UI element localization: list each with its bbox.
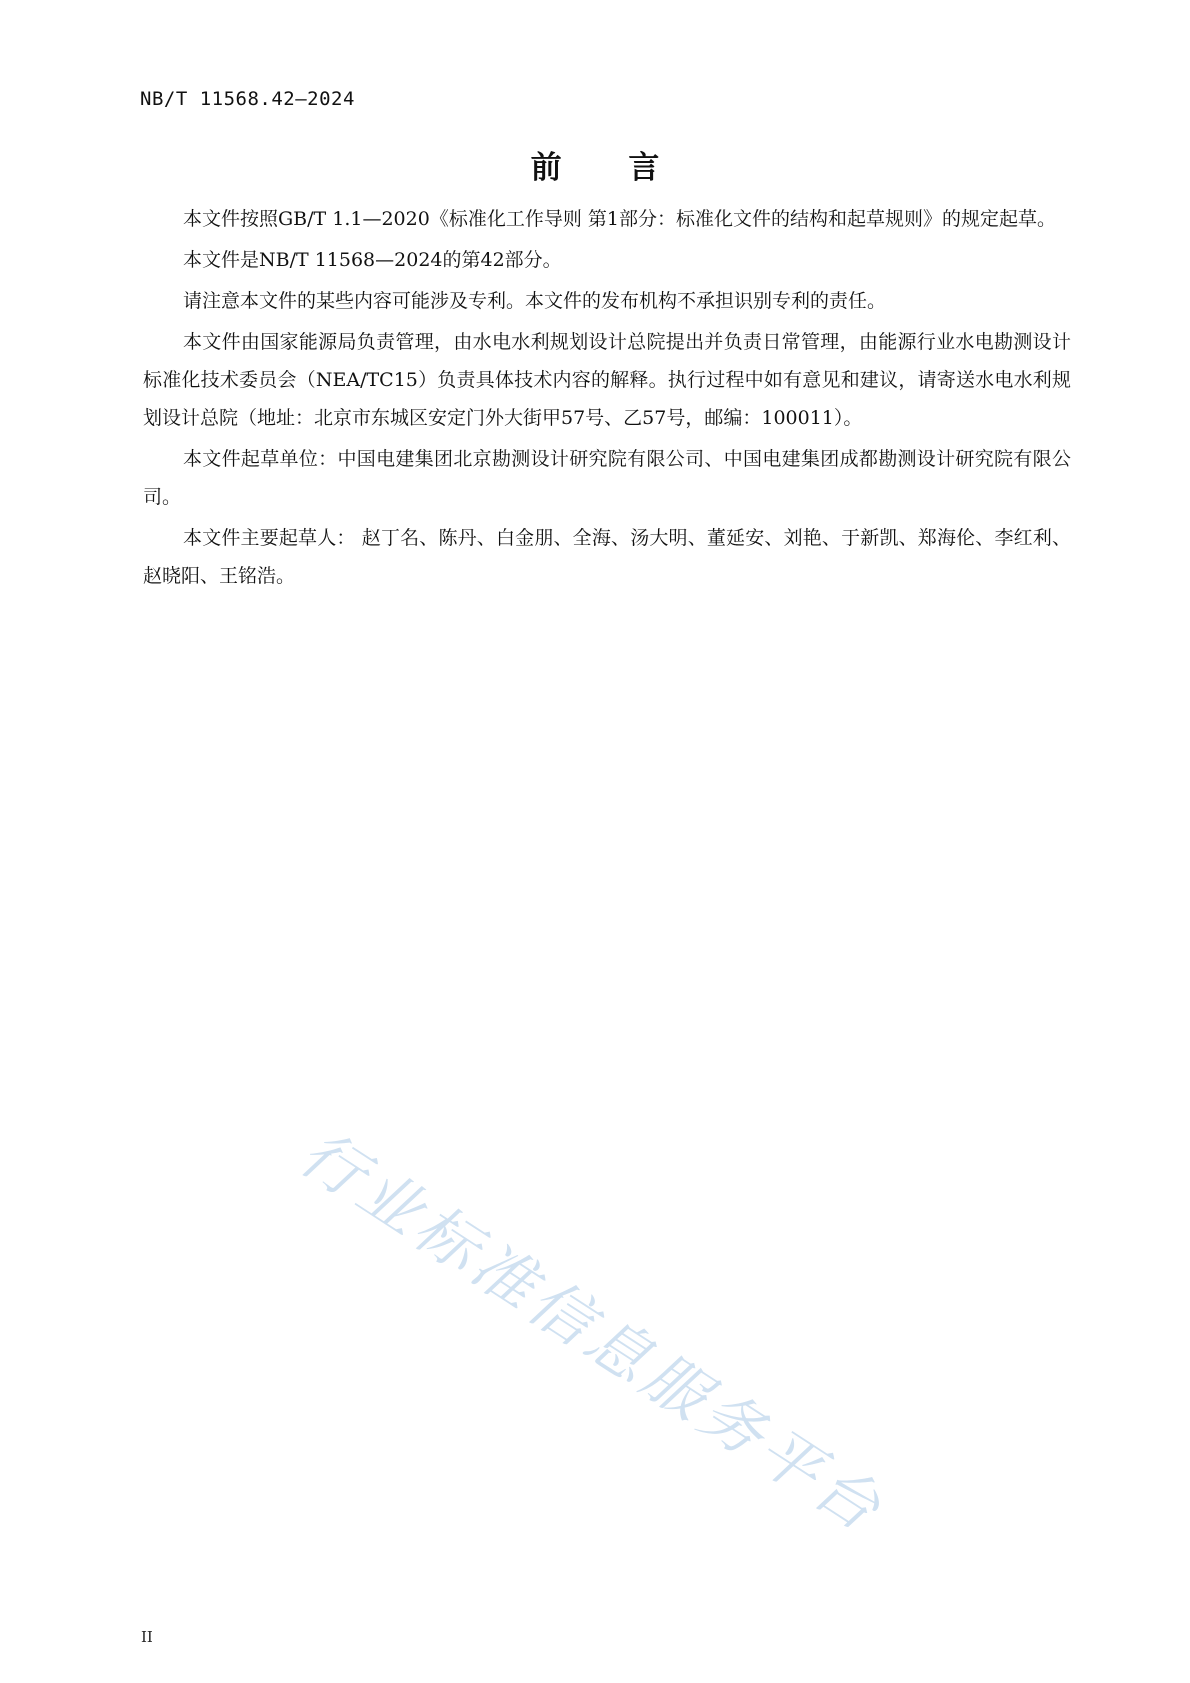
- page-number: II: [141, 1628, 153, 1646]
- paragraph-patent-notice: 请注意本文件的某些内容可能涉及专利。本文件的发布机构不承担识别专利的责任。: [183, 290, 887, 312]
- preface-body: [143, 200, 1071, 598]
- page-title: 前 言: [530, 150, 688, 186]
- watermark: 行业标准信息服务平台: [287, 1116, 898, 1548]
- paragraph-part-number: 本文件是NB/T 11568—2024的第42部分。: [183, 249, 562, 271]
- standard-code: NB/T 11568.42—2024: [140, 88, 355, 110]
- paragraph-drafters: 本文件主要起草人： 赵丁名、陈丹、白金朋、全海、汤大明、董延安、刘艳、于新凯、郑海伦、李红利、赵晓阳、王铭浩。: [143, 527, 1071, 587]
- paragraph-drafting-units: 本文件起草单位：中国电建集团北京勘测设计研究院有限公司、中国电建集团成都勘测设计研究院有限公司。: [143, 448, 1071, 508]
- paragraph-drafting-rules: 本文件按照GB/T 1.1—2020《标准化工作导则 第1部分：标准化文件的结构和起草规则》的规定起草。: [183, 208, 1056, 230]
- paragraph-management: 本文件由国家能源局负责管理，由水电水利规划设计总院提出并负责日常管理，由能源行业水电勘测设计标准化技术委员会（NEA/TC15）负责具体技术内容的解释。执行过程中如有意见和建议，请寄送水电水利规划设计总院（地址：北京市东城区安定门外大街甲57号、乙57号，邮编：100011）。: [143, 331, 1071, 429]
